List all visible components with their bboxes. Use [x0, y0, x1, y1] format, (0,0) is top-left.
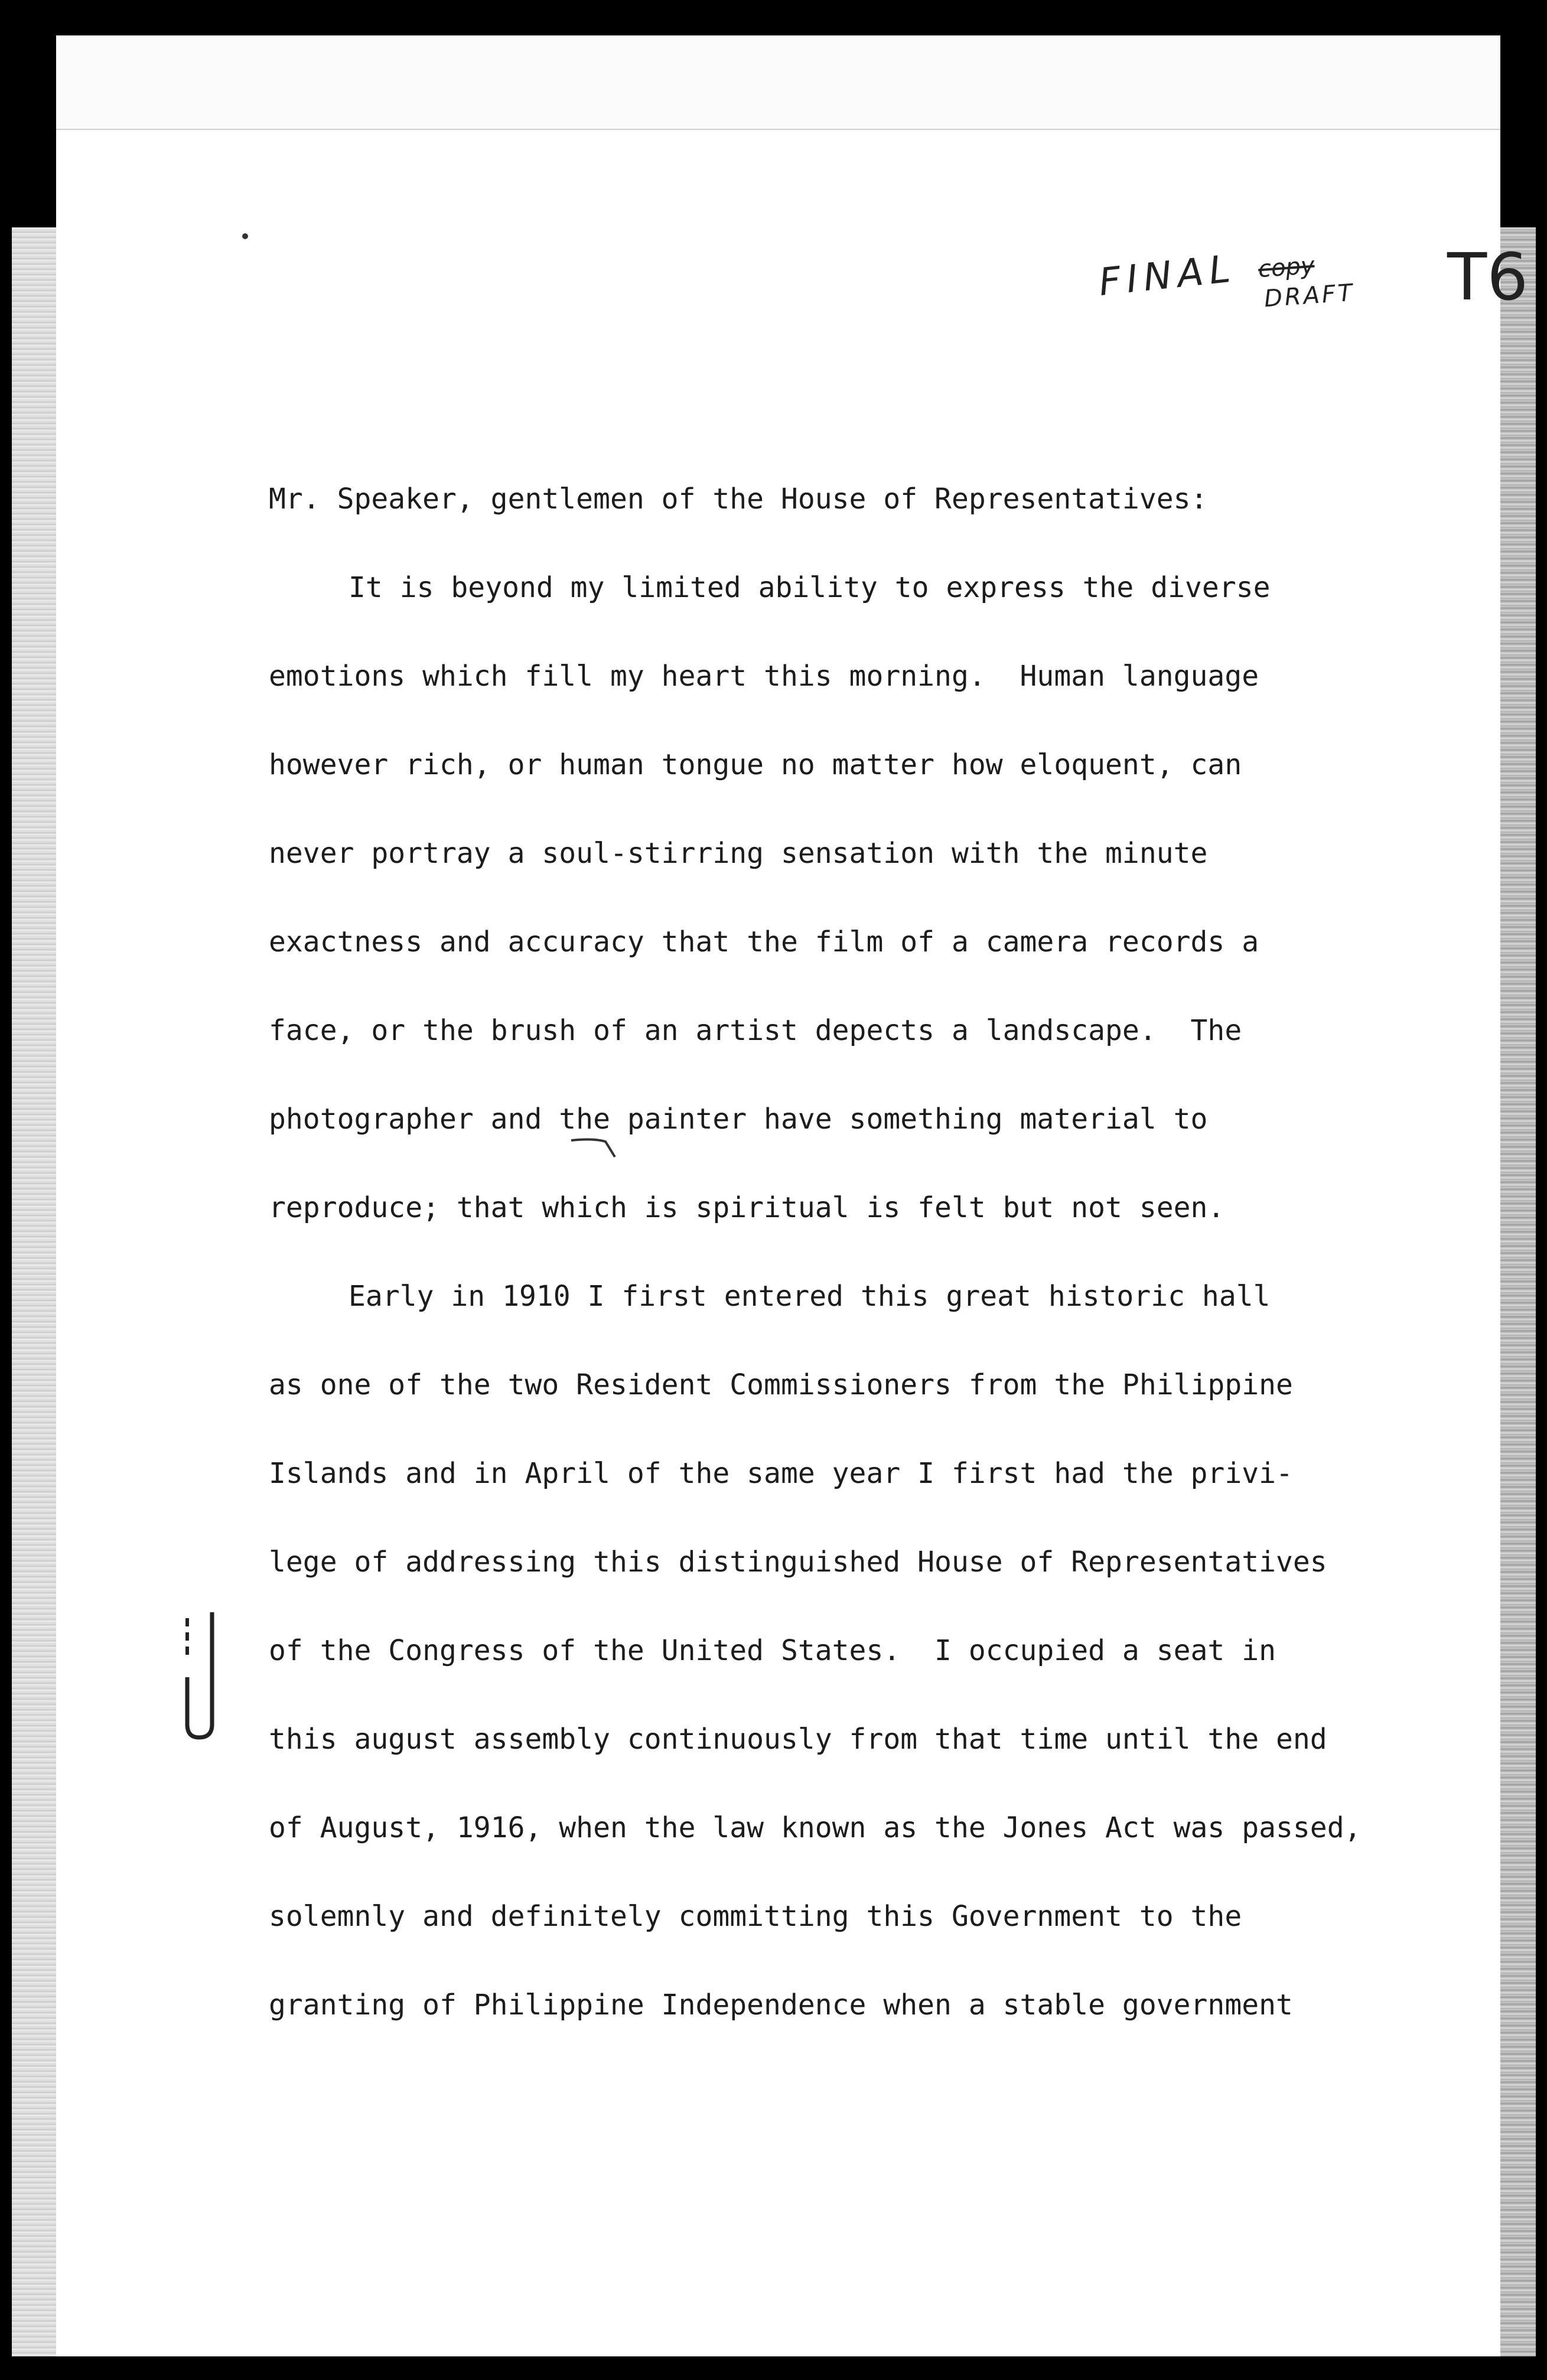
typed-speech-text: [269, 455, 1450, 2049]
text-line: It is beyond my limited ability to express the diverse: [349, 571, 1271, 604]
text-line: as one of the two Resident Commissioners from the Philippine: [269, 1368, 1293, 1401]
text-line: of August, 1916, when the law known as the Jones Act was passed,: [269, 1811, 1362, 1844]
handwritten-tab-label: T6: [1447, 239, 1529, 315]
text-line: never portray a soul-stirring sensation with the minute: [269, 837, 1208, 870]
text-line: face, or the brush of an artist depects a landscape. The: [269, 1014, 1242, 1047]
handwritten-final: FINAL: [1096, 247, 1239, 305]
text-line: however rich, or human tongue no matter how eloquent, can: [269, 748, 1242, 781]
page-right-edge: [1500, 227, 1536, 2356]
text-line: exactness and accuracy that the film of a camera records a: [269, 925, 1259, 958]
text-line: granting of Philippine Independence when a stable government: [269, 1988, 1293, 2022]
top-cover-sheet: [56, 35, 1500, 130]
text-line: Mr. Speaker, gentlemen of the House of Representatives:: [269, 482, 1208, 516]
text-line: solemnly and definitely committing this Government to the: [269, 1900, 1242, 1933]
text-line: reproduce; that which is spiritual is felt but not seen.: [269, 1191, 1225, 1224]
handwritten-caret-mark: [570, 1137, 617, 1160]
handwritten-draft: DRAFT: [1263, 279, 1356, 313]
page-left-edge: [12, 227, 56, 2356]
text-line: of the Congress of the United States. I occupied a seat in: [269, 1634, 1276, 1667]
text-line: this august assembly continuously from that time until the end: [269, 1723, 1327, 1756]
text-line: emotions which fill my heart this morning. Human language: [269, 660, 1259, 693]
ink-speck: [242, 233, 248, 239]
text-line: photographer and the painter have something material to: [269, 1103, 1208, 1136]
text-line: Islands and in April of the same year I first had the privi-: [269, 1457, 1293, 1490]
paperclip-icon: [180, 1606, 222, 1742]
text-line: Early in 1910 I first entered this great historic hall: [349, 1280, 1271, 1313]
text-line: lege of addressing this distinguished House of Representatives: [269, 1546, 1327, 1579]
handwritten-copy-struck: copy: [1257, 252, 1316, 283]
